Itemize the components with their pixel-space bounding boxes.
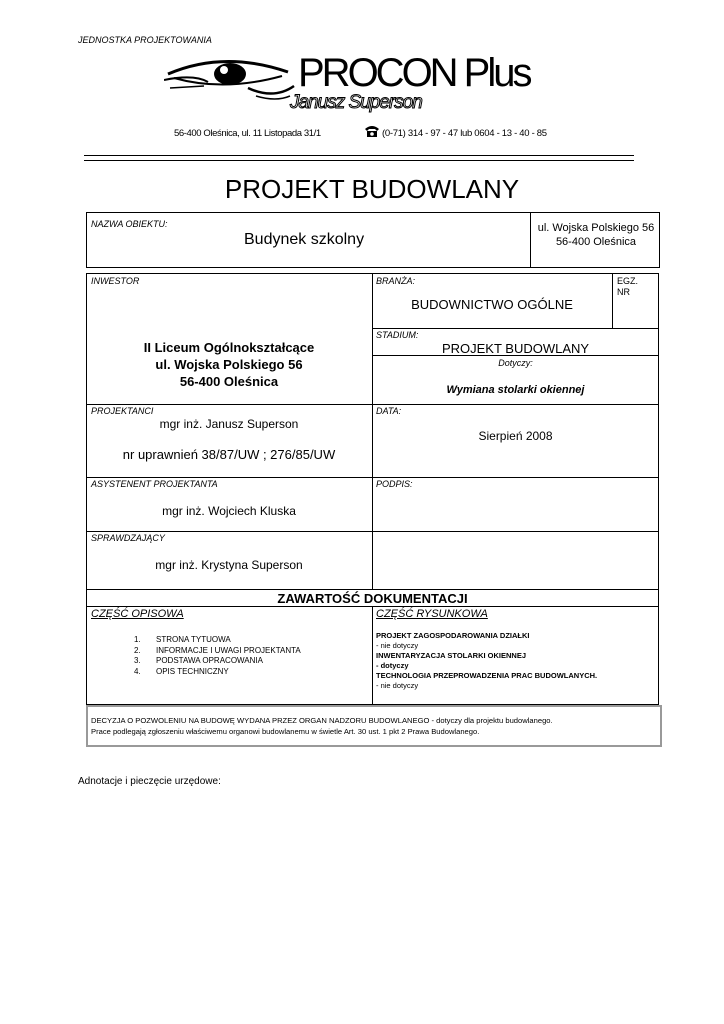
assistant-name: mgr inż. Wojciech Kluska [162, 504, 296, 518]
list-item: - dotyczy [376, 661, 409, 670]
list-item: PROJEKT ZAGOSPODAROWANIA DZIAŁKI [376, 631, 530, 640]
branza-label: BRANŻA: [376, 276, 416, 286]
divider [86, 589, 659, 590]
investor-label: INWESTOR [91, 276, 140, 286]
list-item: 2. INFORMACJE I UWAGI PROJEKTANTA [134, 645, 301, 655]
object-address-line1: ul. Wojska Polskiego 56 [537, 222, 655, 234]
concerns-value: Wymiana stolarki okiennej [446, 384, 585, 396]
list-item: 3. PODSTAWA OPRACOWANIA [134, 656, 263, 665]
branza-value: BUDOWNICTWO OGÓLNE [411, 297, 573, 312]
number-label: NR [617, 287, 630, 297]
investor-line3: 56-400 Oleśnica [179, 374, 279, 389]
designer-licences: nr uprawnień 38/87/UW ; 276/85/UW [122, 447, 336, 462]
decision-text [91, 715, 553, 737]
date-value: Sierpień 2008 [478, 429, 553, 443]
designers-label: PROJEKTANCI [91, 406, 154, 416]
eye-logo-icon [164, 52, 296, 102]
date-label: DATA: [376, 406, 402, 416]
header-divider [84, 160, 634, 161]
divider [372, 606, 373, 705]
list-item: - nie dotyczy [376, 681, 419, 690]
divider [86, 404, 659, 405]
drawings-part-label: CZĘŚĆ RYSUNKOWA [376, 608, 488, 620]
brand-person: Janusz Superson [290, 92, 422, 113]
address-line: 56-400 Oleśnica, ul. 11 Listopada 31/1 [174, 128, 321, 139]
divider [86, 531, 659, 532]
checker-name: mgr inż. Krystyna Superson [155, 558, 303, 572]
brand-name: PROCON Plus [298, 51, 530, 95]
header-divider [84, 155, 634, 156]
list-item: 4. OPIS TECHNICZNY [134, 666, 229, 676]
concerns-label: Dotyczy: [498, 358, 533, 368]
decision-line2: Prace podlegają zgłoszeniu właściwemu organowi budowlanemu w świetle Art. 30 ust. 1 pkt 2 Prawa Budowlanego. [91, 727, 480, 736]
drawings-list [376, 631, 597, 691]
annotations-label: Adnotacje i pieczęcie urzędowe: [78, 776, 221, 787]
signature-label: PODPIS: [376, 479, 413, 489]
stadium-value: PROJEKT BUDOWLANY [441, 341, 590, 356]
design-unit-label: JEDNOSTKA PROJEKTOWANIA [78, 35, 212, 45]
divider [530, 212, 531, 268]
descriptive-part-label: CZĘŚĆ OPISOWA [91, 608, 184, 620]
list-item: 1. STRONA TYTUOWA [134, 635, 231, 644]
divider [612, 273, 613, 328]
investor-block [86, 339, 372, 390]
object-label: NAZWA OBIEKTU: [91, 219, 168, 229]
object-name: Budynek szkolny [244, 231, 365, 248]
divider [372, 328, 659, 329]
designer-name: mgr inż. Janusz Superson [159, 417, 299, 431]
investor-line2: ul. Wojska Polskiego 56 [155, 357, 303, 372]
stadium-label: STADIUM: [376, 330, 419, 340]
contents-title: ZAWARTOŚĆ DOKUMENTACJI [277, 591, 468, 606]
page-title: PROJEKT BUDOWLANY [224, 174, 520, 204]
assistant-label: ASYSTENENT PROJEKTANTA [91, 479, 218, 489]
object-address-line2: 56-400 Oleśnica [555, 236, 637, 248]
descriptive-list [134, 635, 301, 677]
investor-line1: II Liceum Ogólnokształcące [143, 340, 315, 355]
copy-number [617, 276, 638, 298]
divider [86, 477, 659, 478]
list-item: TECHNOLOGIA PRZEPROWADZENIA PRAC BUDOWLANYCH. [376, 671, 598, 680]
phone-line: (0-71) 314 - 97 - 47 lub 0604 - 13 - 40 - 85 [382, 128, 547, 139]
list-item: - nie dotyczy [376, 641, 419, 650]
decision-line1: DECYZJA O POZWOLENIU NA BUDOWĘ WYDANA PRZEZ ORGAN NADZORU BUDOWLANEGO - dotyczy dla projektu budowlanego. [91, 716, 553, 725]
phone-icon [364, 124, 380, 138]
list-item: INWENTARYZACJA STOLARKI OKIENNEJ [376, 651, 527, 660]
checker-label: SPRAWDZAJĄCY [91, 533, 165, 543]
copy-label: EGZ. [617, 276, 639, 286]
